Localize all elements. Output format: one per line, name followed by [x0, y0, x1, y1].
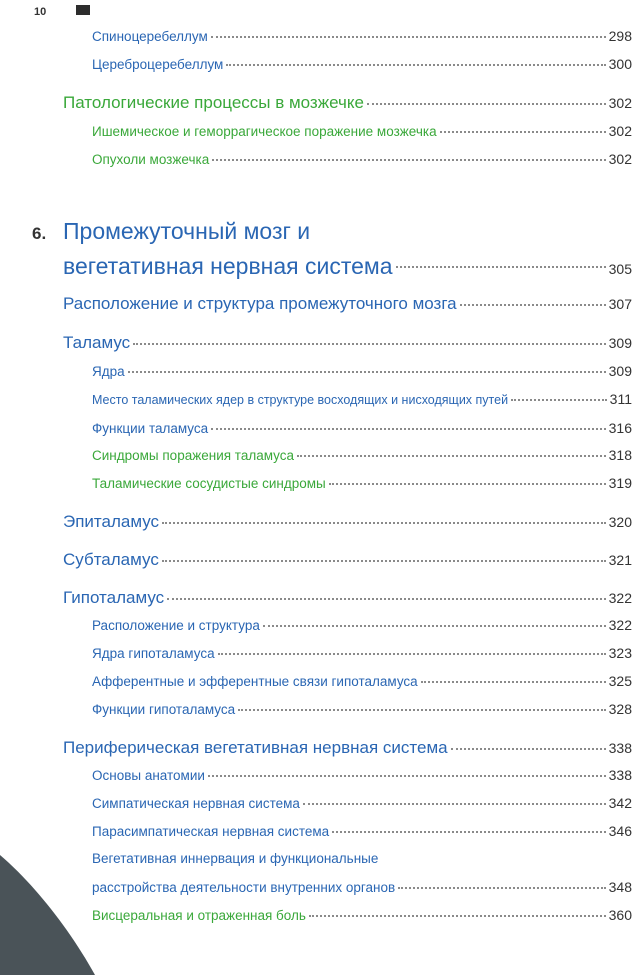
leader-dots	[162, 560, 606, 562]
page-number: 10	[34, 6, 47, 18]
leader-dots	[332, 831, 605, 833]
toc-entry[interactable]	[92, 420, 632, 436]
leader-dots	[263, 625, 606, 627]
chapter-title[interactable]: Промежуточный мозг и	[63, 218, 311, 244]
toc-entry[interactable]	[92, 151, 632, 167]
toc-entry-title: Расположение и структура	[92, 618, 260, 633]
toc-section-title: Периферическая вегетативная нервная система	[63, 738, 448, 757]
toc-entry[interactable]	[92, 767, 632, 783]
toc-entry-title: Функции таламуса	[92, 421, 209, 436]
toc-entry-line[interactable]	[92, 851, 632, 866]
toc-section[interactable]	[63, 512, 632, 532]
toc-section-page: 338	[608, 740, 632, 756]
toc-entry-page: 318	[608, 447, 632, 463]
toc-section-page: 320	[608, 514, 632, 530]
leader-dots	[303, 803, 606, 805]
leader-dots	[421, 681, 606, 683]
toc-entry[interactable]	[92, 795, 632, 811]
leader-dots	[440, 131, 606, 133]
toc-entry-title: Синдромы поражения таламуса	[92, 448, 295, 463]
toc-entry-page: 319	[608, 475, 632, 491]
toc-entry[interactable]	[92, 447, 632, 463]
toc-section-page: 302	[608, 95, 632, 111]
toc-entry-title: Афферентные и эфферентные связи гипоталамуса	[92, 674, 418, 689]
corner-decoration	[0, 845, 100, 975]
toc-section[interactable]	[63, 294, 632, 314]
toc-entry-page: 325	[608, 673, 632, 689]
toc-entry-page: 346	[608, 823, 632, 839]
toc-entry-title: расстройства деятельности внутренних органов	[92, 880, 396, 895]
leader-dots	[398, 887, 605, 889]
leader-dots	[511, 399, 607, 401]
toc-entry[interactable]	[92, 28, 632, 44]
leader-dots	[238, 709, 605, 711]
leader-dots	[309, 915, 606, 917]
toc-entry-title: Место таламических ядер в структуре восходящих и нисходящих путей	[92, 393, 509, 407]
toc-entry-title: Таламические сосудистые синдромы	[92, 476, 326, 491]
toc-entry[interactable]	[92, 673, 632, 689]
toc-entry[interactable]	[92, 823, 632, 839]
toc-section-page: 307	[608, 296, 632, 312]
toc-section[interactable]	[63, 588, 632, 608]
leader-dots	[212, 159, 605, 161]
toc-entry[interactable]	[92, 701, 632, 717]
toc-entry-page: 300	[608, 56, 632, 72]
toc-entry[interactable]	[92, 617, 632, 633]
toc-entry-page: 302	[608, 123, 632, 139]
toc-entry-title: Ядра гипоталамуса	[92, 646, 215, 661]
toc-section[interactable]	[63, 550, 632, 570]
toc-section-page: 309	[608, 335, 632, 351]
toc-entry-title: Ишемическое и геморрагическое поражение мозжечка	[92, 124, 437, 139]
toc-entry-title: Цереброцеребеллум	[92, 57, 224, 72]
toc-entry-page: 338	[608, 767, 632, 783]
toc-section-title: Субталамус	[63, 550, 159, 569]
toc-entry[interactable]	[92, 363, 632, 379]
toc-entry-title: Вегетативная иннервация и функциональные	[92, 851, 379, 866]
leader-dots	[208, 775, 606, 777]
toc-entry-title: Опухоли мозжечка	[92, 152, 210, 167]
toc-entry-page: 348	[608, 879, 632, 895]
toc-entry[interactable]	[92, 391, 632, 407]
toc-section-title: Гипоталамус	[63, 588, 165, 607]
toc-entry-page: 316	[608, 420, 632, 436]
toc-entry-title: Парасимпатическая нервная система	[92, 824, 330, 839]
toc-entry-page: 298	[608, 28, 632, 44]
toc-entry[interactable]	[92, 645, 632, 661]
toc-entry-title: Спиноцеребеллум	[92, 29, 208, 44]
toc-entry-page: 323	[608, 645, 632, 661]
leader-dots	[297, 455, 606, 457]
toc-entry[interactable]	[92, 475, 632, 491]
toc-section-title: Патологические процессы в мозжечке	[63, 93, 364, 112]
leader-dots	[128, 371, 606, 373]
chapter-page: 305	[608, 261, 632, 277]
leader-dots	[396, 266, 606, 268]
toc-section-page: 321	[608, 552, 632, 568]
toc-entry[interactable]	[92, 123, 632, 139]
toc-entry[interactable]	[92, 56, 632, 72]
toc-entry-page: 360	[608, 907, 632, 923]
leader-dots	[167, 598, 605, 600]
chapter-title-row[interactable]	[63, 253, 632, 280]
toc-section[interactable]	[63, 93, 632, 113]
toc-entry-title: Функции гипоталамуса	[92, 702, 236, 717]
toc-section-title: Таламус	[63, 333, 131, 352]
toc-entry-page: 302	[608, 151, 632, 167]
toc-entry-title: Ядра	[92, 364, 125, 379]
toc-entry-page: 328	[608, 701, 632, 717]
toc-section-page: 322	[608, 590, 632, 606]
toc-entry-page: 342	[608, 795, 632, 811]
toc-entry[interactable]	[92, 907, 632, 923]
leader-dots	[211, 36, 606, 38]
leader-dots	[451, 748, 606, 750]
leader-dots	[329, 483, 606, 485]
toc-entry-title: Основы анатомии	[92, 768, 205, 783]
toc-section-title: Расположение и структура промежуточного мозга	[63, 294, 457, 313]
toc-entry-title: Висцеральная и отраженная боль	[92, 908, 306, 923]
toc-entry-page: 311	[609, 391, 632, 407]
leader-dots	[211, 428, 605, 430]
leader-dots	[133, 343, 606, 345]
chapter-title-line2: вегетативная нервная система	[63, 253, 393, 279]
leader-dots	[460, 304, 606, 306]
leader-dots	[367, 103, 606, 105]
toc-entry-page: 322	[608, 617, 632, 633]
toc-section-title: Эпиталамус	[63, 512, 160, 531]
leader-dots	[218, 653, 606, 655]
toc-section[interactable]	[63, 333, 632, 353]
toc-entry-title: Симпатическая нервная система	[92, 796, 300, 811]
toc-entry[interactable]	[92, 879, 632, 895]
toc-section[interactable]	[63, 738, 632, 758]
header-mark	[76, 5, 90, 15]
leader-dots	[226, 64, 605, 66]
chapter-number: 6.	[32, 224, 47, 243]
leader-dots	[162, 522, 606, 524]
toc-entry-page: 309	[608, 363, 632, 379]
